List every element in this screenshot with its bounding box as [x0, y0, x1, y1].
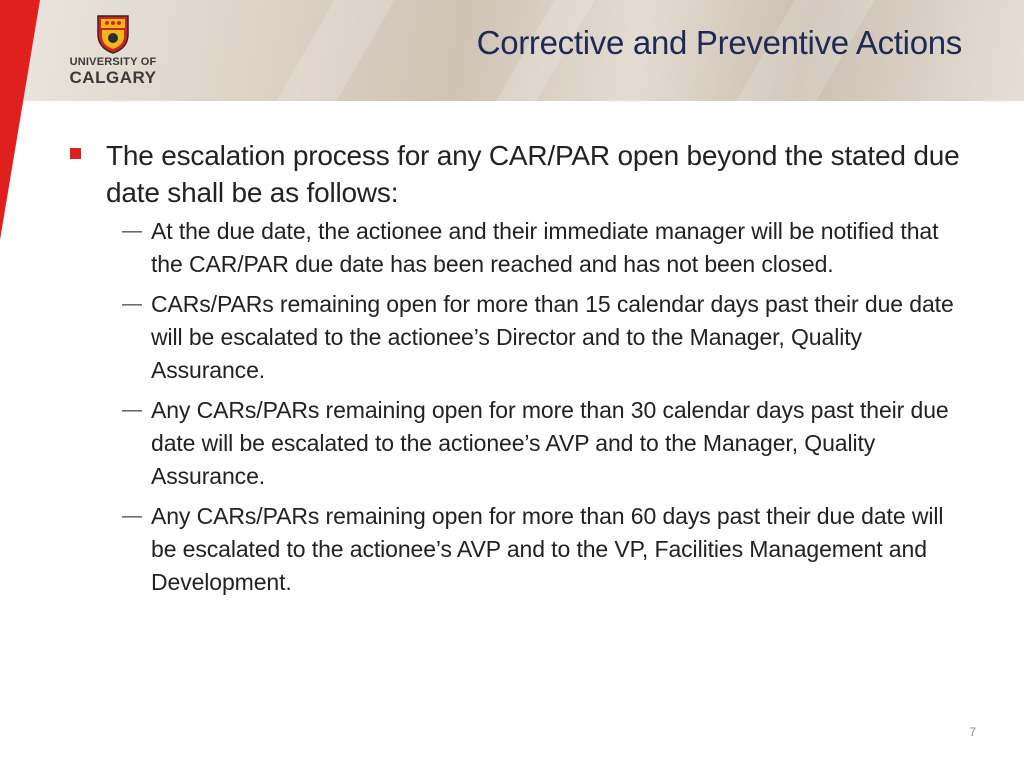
- em-dash-bullet-icon: —: [122, 399, 142, 421]
- sub-bullet-text: At the due date, the actionee and their immediate manager will be notified that the CAR/PAR due date has been reached and has not been closed.: [151, 218, 939, 277]
- sub-bullet-list: [70, 215, 970, 599]
- em-dash-bullet-icon: —: [122, 293, 142, 315]
- main-bullet-text: The escalation process for any CAR/PAR open beyond the stated due date shall be as follows:: [106, 140, 960, 208]
- crest-icon: [96, 14, 130, 54]
- university-logo: [62, 10, 164, 90]
- slide-title: Corrective and Preventive Actions: [476, 24, 962, 61]
- sub-bullet-item: [122, 500, 970, 599]
- page-number: 7: [969, 725, 976, 739]
- sub-bullet-text: Any CARs/PARs remaining open for more than 30 calendar days past their due date will be escalated to the actionee’s AVP and to the Manager, Quality Assurance.: [151, 397, 949, 489]
- em-dash-bullet-icon: —: [122, 220, 142, 242]
- sub-bullet-item: [122, 215, 970, 281]
- sub-bullet-text: Any CARs/PARs remaining open for more than 60 days past their due date will be escalated to the actionee’s AVP and to the VP, Facilities Management and Development.: [151, 503, 944, 595]
- logo-text-university-of: UNIVERSITY OF: [69, 56, 157, 68]
- em-dash-bullet-icon: —: [122, 505, 142, 527]
- logo-text-calgary: CALGARY: [69, 68, 157, 87]
- slide-body: [70, 137, 970, 606]
- main-bullet: [70, 137, 970, 211]
- sub-bullet-text: CARs/PARs remaining open for more than 15 calendar days past their due date will be escalated to the actionee’s Director and to the Manager, Quality Assurance.: [151, 291, 954, 383]
- red-accent-wedge: [0, 0, 40, 240]
- sub-bullet-item: [122, 288, 970, 387]
- square-bullet-icon: [70, 148, 81, 159]
- sub-bullet-item: [122, 394, 970, 493]
